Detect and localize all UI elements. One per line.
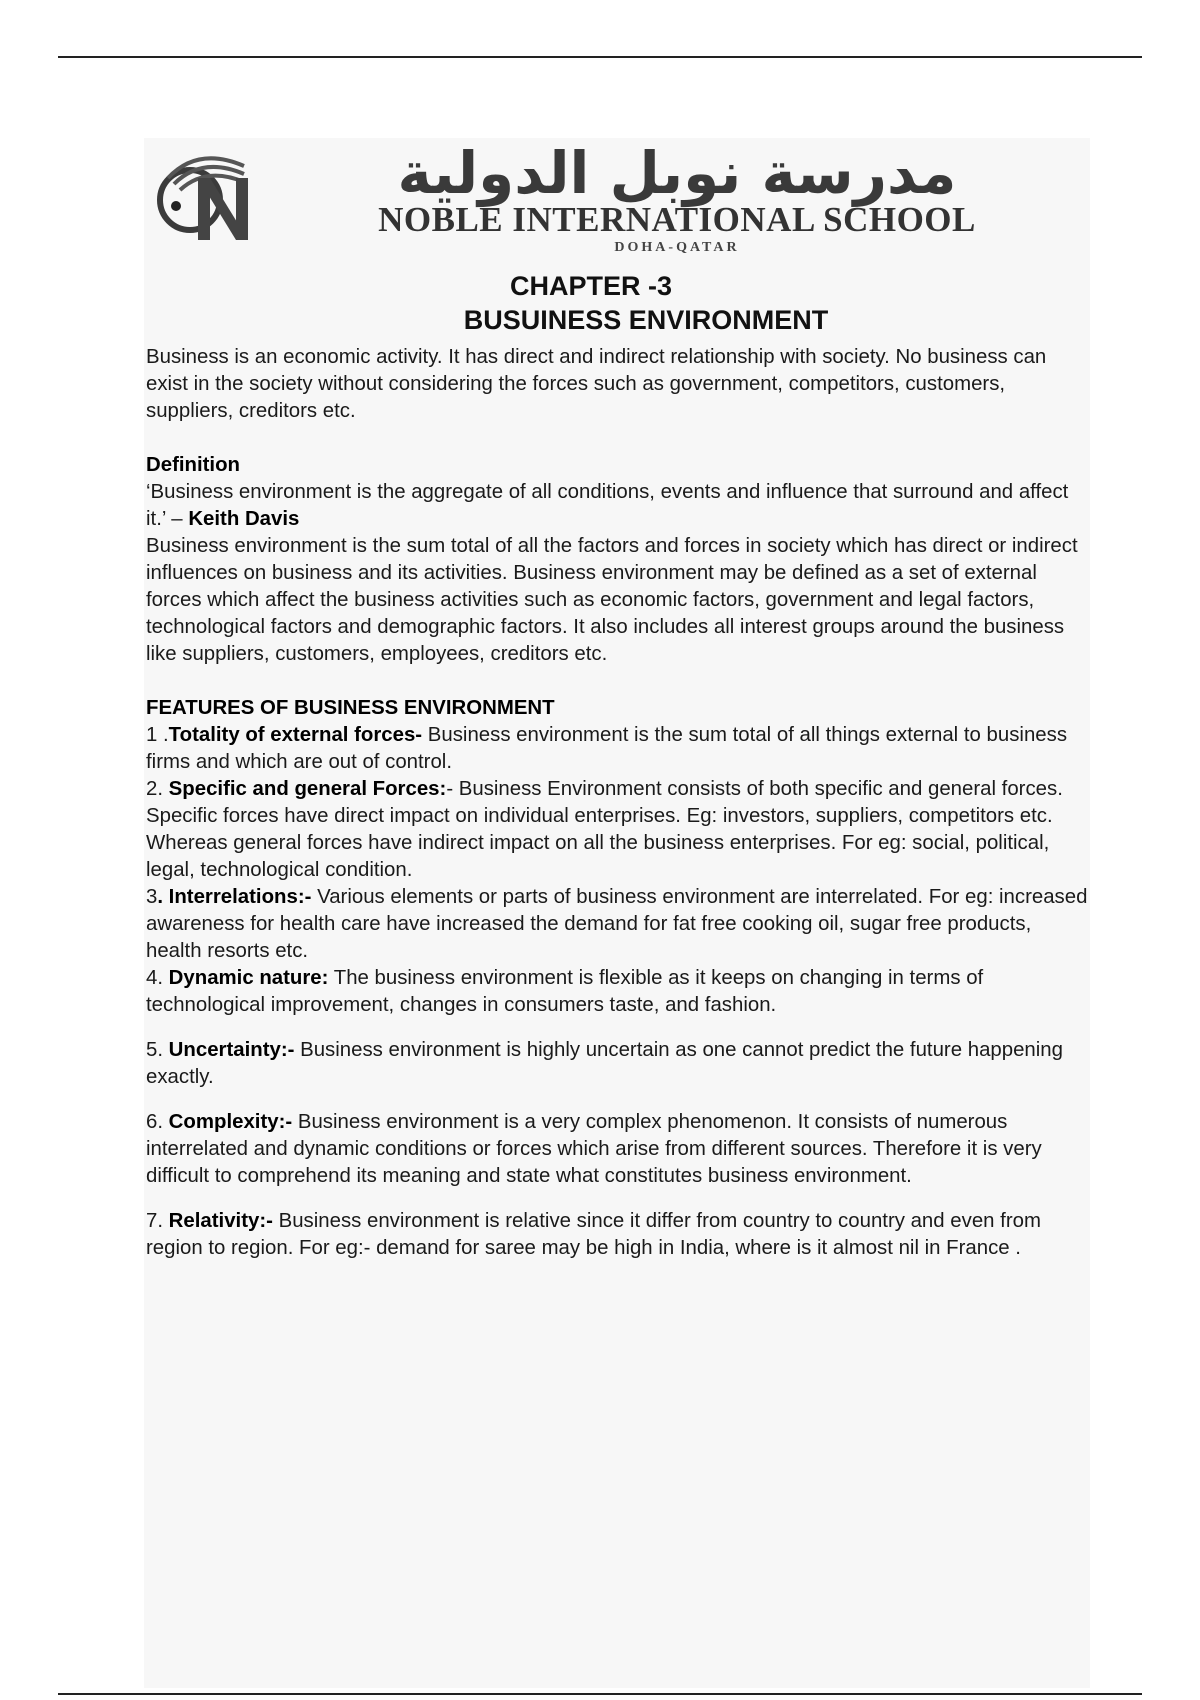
feature-item: 4. Dynamic nature: The business environment is flexible as it keeps on changing in terms of technological improvement, changes in consumers taste, and fashion.	[146, 967, 984, 1016]
definition-paragraph: Business environment is the sum total of all the factors and forces in society which has direct or indirect influences on business and its activities. Business environment may be defined as a set of external forces which affect the business activities such as economic factors, government and legal factors, technological factors and demographic factors. It also includes all interest groups around the business like suppliers, customers, employees, creditors etc.	[146, 535, 1078, 665]
definition-quote: ‘Business environment is the aggregate of all conditions, events and influence that surround and affect it.’ – Keith Davis	[146, 481, 1069, 530]
definition-heading: Definition	[146, 454, 241, 476]
intro-paragraph: Business is an economic activity. It has direct and indirect relationship with society. No business can exist in the society without considering the forces such as government, competitors, customers, suppliers, creditors etc.	[146, 346, 1047, 422]
quote-author: Keith Davis	[188, 508, 300, 530]
feature-item: 2. Specific and general Forces:- Business Environment consists of both specific and general forces. Specific forces have direct impact on individual enterprises. Eg: investors, suppliers, competitors etc. Whereas general forces have indirect impact on all the business enterprises. For eg: social, political, legal, technological condition.	[146, 778, 1063, 881]
school-header	[144, 138, 1090, 258]
school-name-arabic: مدرسة نوبل الدولية	[397, 139, 957, 207]
school-logo-icon	[148, 148, 256, 244]
document-body	[146, 344, 1090, 1262]
feature-item: 7. Relativity:- Business environment is relative since it differ from country to country and even from region to region. For eg:- demand for saree may be high in India, where is it almost nil in France .	[146, 1210, 1041, 1259]
feature-item: 5. Uncertainty:- Business environment is highly uncertain as one cannot predict the future happening exactly.	[146, 1039, 1063, 1088]
school-name: NOBLE INTERNATIONAL SCHOOL	[378, 200, 976, 239]
features-heading: FEATURES OF BUSINESS ENVIRONMENT	[146, 697, 555, 719]
top-rule	[58, 56, 1142, 58]
chapter-title: BUSUINESS ENVIRONMENT	[463, 305, 829, 335]
school-city: DOHA-QATAR	[614, 240, 740, 255]
chapter-titles	[144, 270, 1090, 336]
chapter-number: CHAPTER -3	[509, 271, 672, 301]
feature-item: 3. Interrelations:- Various elements or parts of business environment are interrelated. For eg: increased awareness for health care have increased the demand for fat free cooking oil, sugar free products, health resorts etc.	[146, 886, 1088, 962]
feature-item: 6. Complexity:- Business environment is a very complex phenomenon. It consists of numerous interrelated and dynamic conditions or forces which arise from different sources. Therefore it is very difficult to comprehend its meaning and state what constitutes business environment.	[146, 1111, 1042, 1187]
bottom-rule	[58, 1693, 1142, 1695]
feature-item: 1 .Totality of external forces- Business environment is the sum total of all things external to business firms and which are out of control.	[146, 724, 1068, 773]
